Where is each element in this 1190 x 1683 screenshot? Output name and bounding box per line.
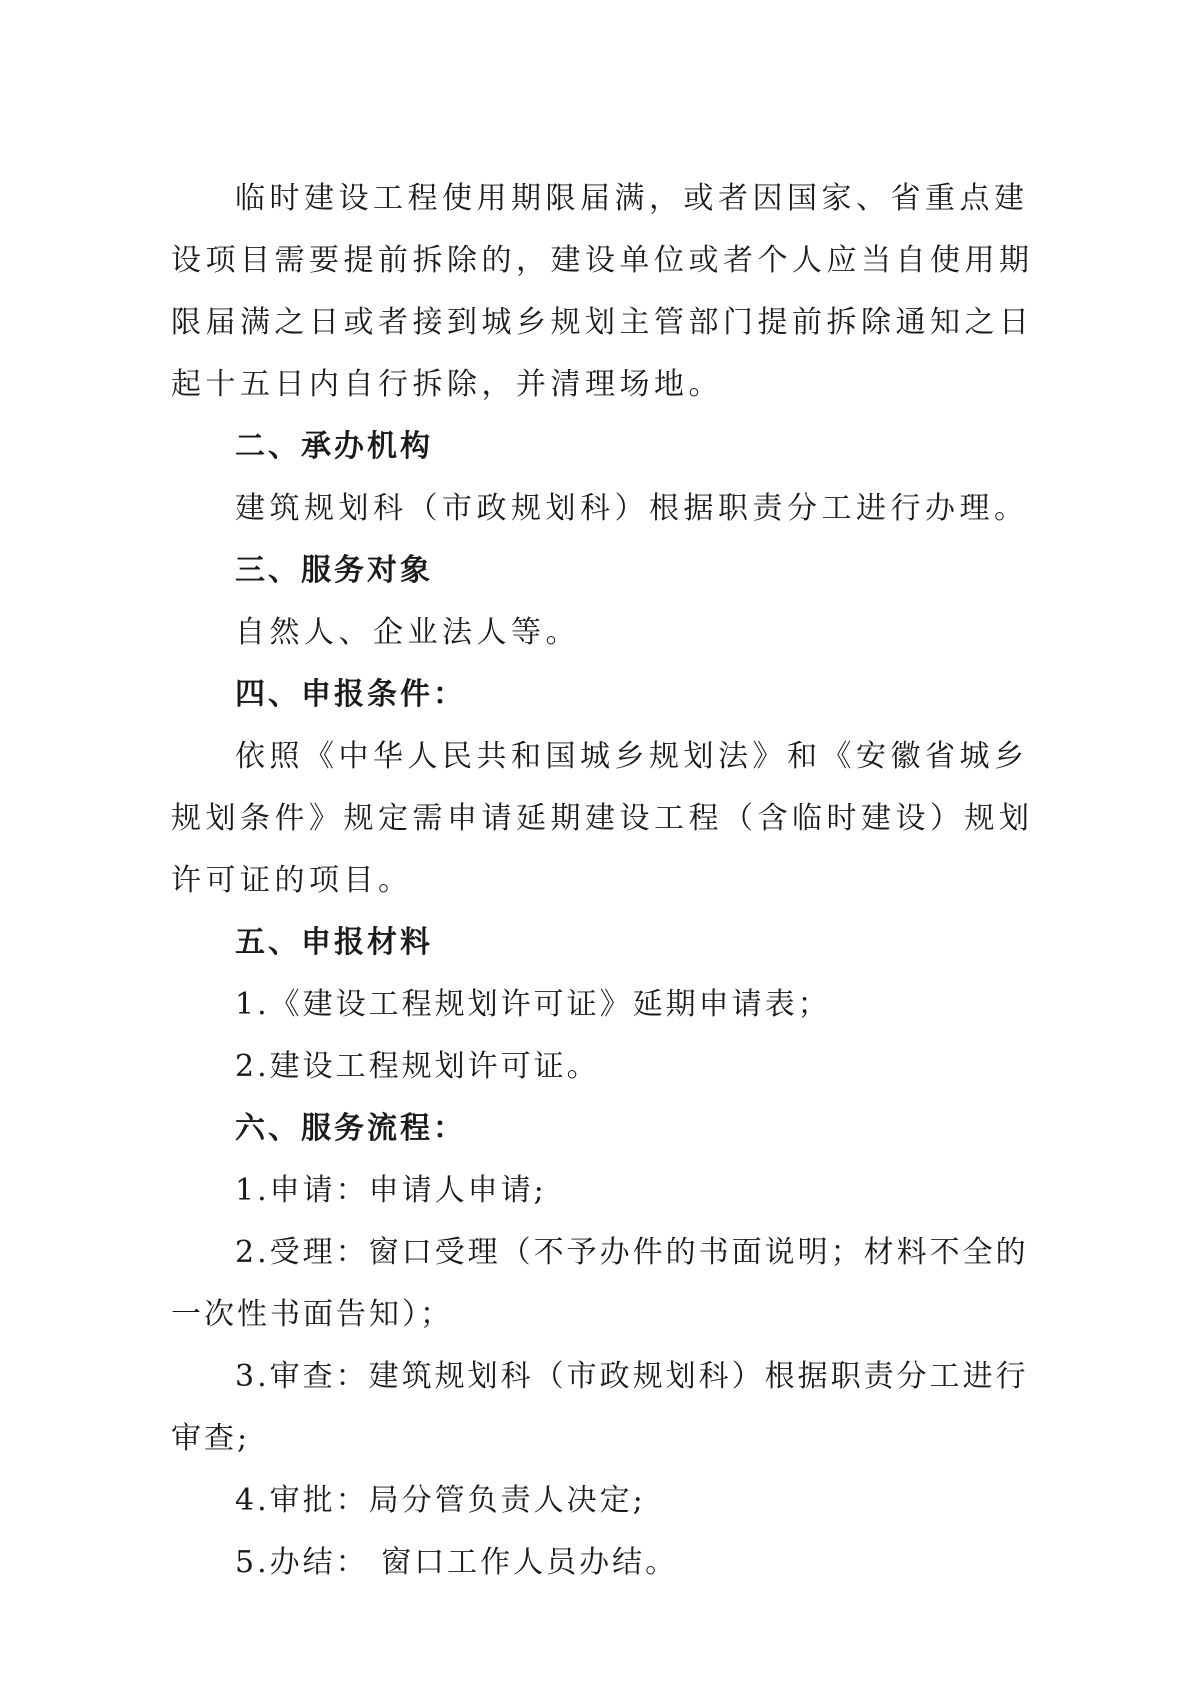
heading-handling-agency: 二、承办机构	[235, 429, 433, 464]
paragraph-demolition: 临时建设工程使用期限届满，或者因国家、省重点建设项目需要提前拆除的，建设单位或者个人应当自使用期限届满之日或者接到城乡规划主管部门提前拆除通知之日起十五日内自行拆除，并清理场地。	[171, 181, 1034, 402]
heading-application-materials: 五、申报材料	[235, 925, 433, 960]
heading-service-target: 三、服务对象	[235, 553, 433, 588]
document-body	[171, 168, 1041, 1594]
heading-application-conditions: 四、申报条件：	[235, 677, 466, 712]
process-step: 5.办结： 窗口工作人员办结。	[235, 1545, 679, 1580]
process-step: 1.申请：申请人申请;	[235, 1173, 547, 1208]
process-step: 4.审批：局分管负责人决定;	[235, 1483, 646, 1518]
paragraph-handling-agency: 建筑规划科（市政规划科）根据职责分工进行办理。	[235, 491, 1029, 526]
materials-item: 1.《建设工程规划许可证》延期申请表；	[235, 987, 831, 1022]
heading-service-process: 六、服务流程：	[235, 1111, 466, 1146]
paragraph-application-conditions: 依照《中华人民共和国城乡规划法》和《安徽省城乡规划条件》规定需申请延期建设工程（含临时建设）规划许可证的项目。	[171, 739, 1034, 898]
process-step: 2.受理：窗口受理（不予办件的书面说明；材料不全的一次性书面告知）；	[171, 1235, 1029, 1332]
process-step: 3.审查：建筑规划科（市政规划科）根据职责分工进行审查;	[171, 1359, 1029, 1456]
paragraph-service-target: 自然人、企业法人等。	[235, 615, 580, 650]
materials-item: 2.建设工程规划许可证。	[235, 1049, 600, 1084]
